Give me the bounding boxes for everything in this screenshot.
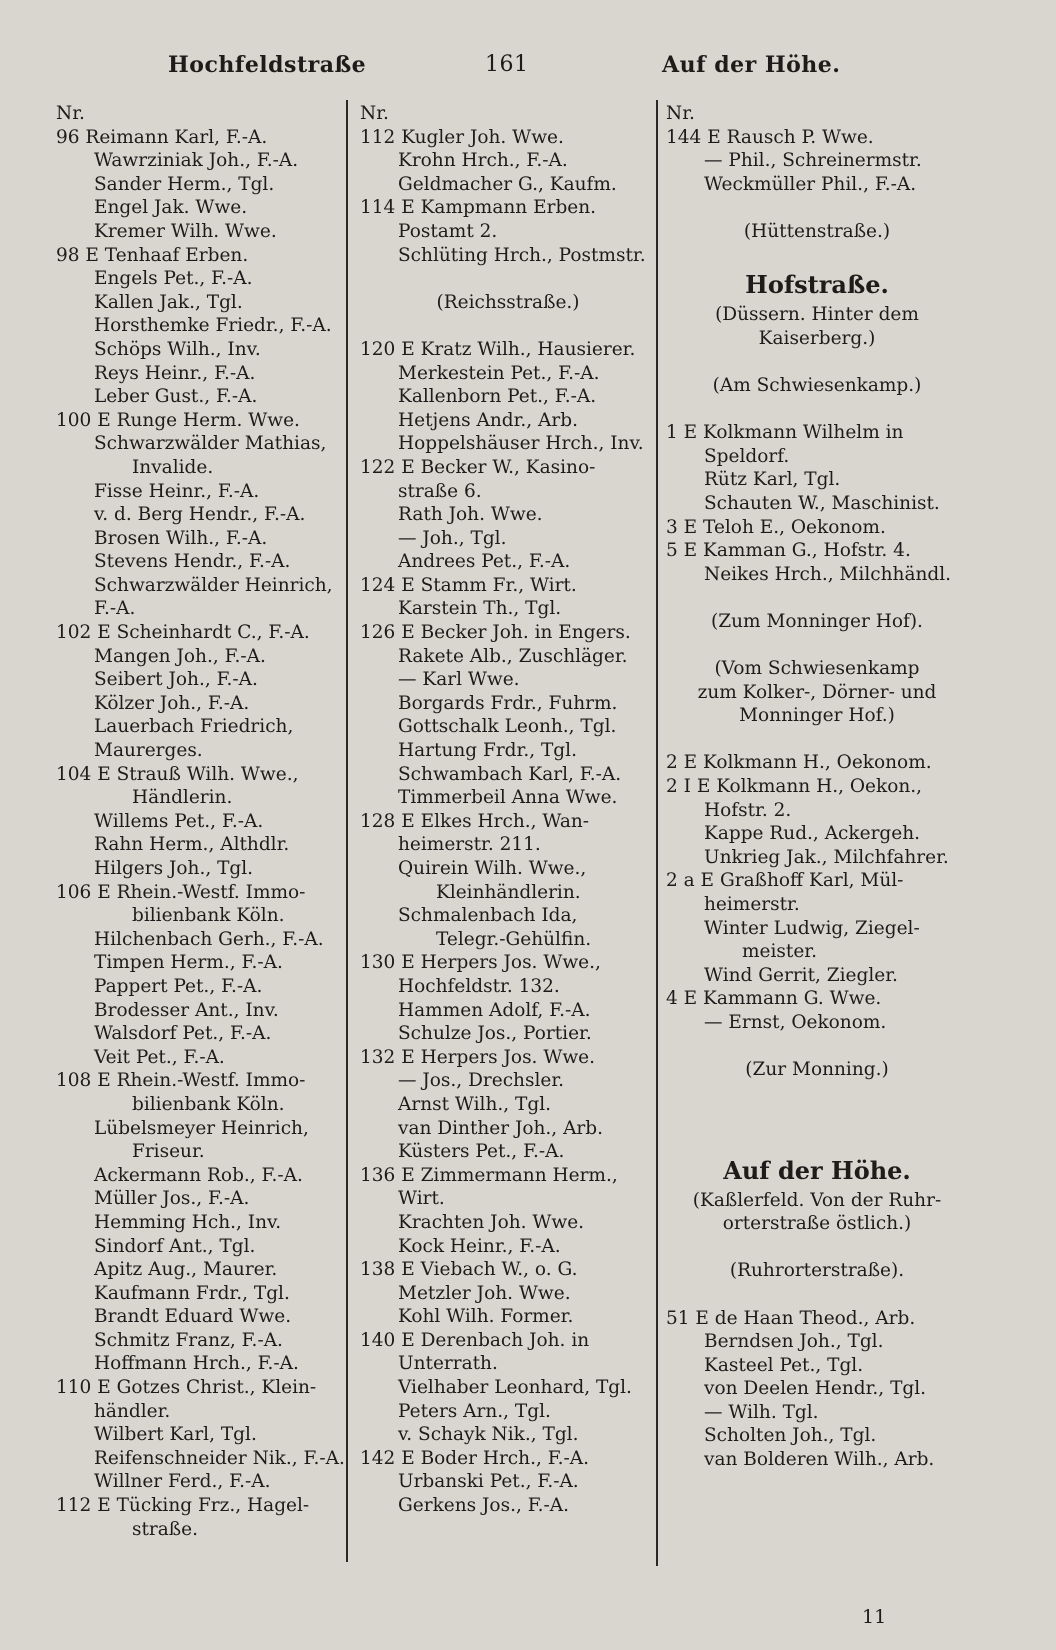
entry-line: Horsthemke Friedr., F.-A. (94, 315, 332, 337)
section-note: (Hüttenstraße.) (743, 220, 891, 242)
entry-line: Willems Pet., F.-A. (94, 810, 264, 832)
running-head-left: Hochfeldstraße (168, 52, 367, 78)
entry-line: 142 E Boder Hrch., F.-A. (360, 1447, 590, 1469)
entry-line: 5 E Kamman G., Hofstr. 4. (666, 540, 911, 562)
street-heading: Hofstraße. (745, 270, 889, 300)
entry-line: Brandt Eduard Wwe. (94, 1306, 292, 1328)
entry-line: Winter Ludwig, Ziegel- (704, 917, 920, 939)
entry-line: 100 E Runge Herm. Wwe. (56, 409, 300, 431)
section-note: (Zum Monninger Hof). (711, 610, 923, 632)
entry-line: 98 E Tenhaaf Erben. (56, 244, 249, 266)
entry-line: Hoffmann Hrch., F.-A. (94, 1353, 299, 1375)
entry-line: Gerkens Jos., F.-A. (398, 1495, 570, 1517)
entry-line: heimerstr. (704, 894, 800, 915)
section-note: (Kaßlerfeld. Von der Ruhr- (692, 1189, 942, 1211)
entry-line: Kasteel Pet., Tgl. (704, 1354, 864, 1376)
entry-line: 3 E Teloh E., Oekonom. (666, 516, 886, 538)
entry-line: 136 E Zimmermann Herm., (360, 1164, 618, 1186)
entry-line: Scholten Joh., Tgl. (704, 1425, 877, 1447)
entry-line: Merkestein Pet., F.-A. (398, 362, 600, 384)
entry-line: — Karl Wwe. (398, 669, 520, 691)
section-note: (Reichsstraße.) (436, 291, 580, 313)
entry-line: Schauten W., Maschinist. (704, 492, 940, 514)
entry-line: Schmalenbach Ida, (398, 905, 578, 927)
entry-line: Maurerges. (94, 740, 203, 762)
entry-line: Kock Heinr., F.-A. (398, 1235, 561, 1257)
entry-line: Walsdorf Pet., F.-A. (94, 1023, 272, 1045)
entry-line: 132 E Herpers Jos. Wwe. (360, 1046, 595, 1068)
column-rule-right (656, 100, 658, 1566)
entry-line: Vielhaber Leonhard, Tgl. (398, 1377, 632, 1399)
entry-line: Geldmacher G., Kaufm. (398, 173, 617, 195)
entry-line: Stevens Hendr., F.-A. (94, 551, 291, 573)
entry-line: 140 E Derenbach Joh. in (360, 1329, 590, 1351)
entry-line: Schulze Jos., Portier. (398, 1023, 592, 1045)
entry-line: Seibert Joh., F.-A. (94, 669, 258, 691)
entry-line: 2 I E Kolkmann H., Oekon., (666, 776, 923, 798)
page-number: 161 (485, 52, 529, 77)
entry-line: Wind Gerrit, Ziegler. (704, 964, 898, 986)
entry-line: Rahn Herm., Althdlr. (94, 834, 290, 856)
entry-line: — Phil., Schreinermstr. (704, 150, 922, 172)
spacer (666, 1082, 968, 1106)
spacer (666, 1236, 968, 1260)
entry-line: Kohl Wilh. Former. (398, 1306, 574, 1328)
entry-line: F.-A. (94, 598, 136, 620)
entry-line: 2 E Kolkmann H., Oekonom. (666, 752, 932, 774)
entry-line: Hartung Frdr., Tgl. (398, 740, 577, 762)
section-note: zum Kolker-, Dörner- und (697, 681, 937, 703)
entry-line: 108 E Rhein.-Westf. Immo- (56, 1070, 306, 1092)
entry-line: Hochfeldstr. 132. (398, 975, 560, 997)
entry-line: Brosen Wilh., F.-A. (94, 527, 268, 549)
entry-line: Müller Jos., F.-A. (94, 1188, 250, 1210)
entry-line: Wawrziniak Joh., F.-A. (94, 150, 299, 172)
entry-line: meister. (742, 941, 817, 963)
entry-line: v. Schayk Nik., Tgl. (398, 1424, 579, 1446)
entry-line: Timpen Herm., F.-A. (94, 952, 283, 974)
entry-line: Reys Heinr., F.-A. (94, 362, 256, 384)
section-note: (Zur Monning.) (745, 1059, 889, 1081)
entry-line: Hammen Adolf, F.-A. (398, 999, 591, 1021)
entry-line: Lübelsmeyer Heinrich, (94, 1117, 309, 1139)
entry-line: Leber Gust., F.-A. (94, 386, 258, 408)
spacer (666, 1105, 968, 1129)
entry-line: 130 E Herpers Jos. Wwe., (360, 952, 601, 974)
entry-line: 144 E Rausch P. Wwe. (666, 126, 874, 148)
entry-line: 112 Kugler Joh. Wwe. (360, 126, 564, 148)
spacer (666, 1035, 968, 1059)
entry-line: 106 E Rhein.-Westf. Immo- (56, 881, 306, 903)
entry-line: Kallenborn Pet., F.-A. (398, 386, 597, 408)
entry-line: Unkrieg Jak., Milchfahrer. (704, 846, 949, 868)
entry-line: händler. (94, 1400, 171, 1422)
section-note: Monninger Hof.) (739, 705, 895, 727)
entry-line: Mangen Joh., F.-A. (94, 645, 266, 667)
entry-line: Nr. (56, 103, 85, 124)
entry-line: v. d. Berg Hendr., F.-A. (94, 504, 306, 526)
entry-line: Urbanski Pet., F.-A. (398, 1471, 579, 1493)
entry-line: — Jos., Drechsler. (398, 1070, 565, 1092)
entry-line: Schöps Wilh., Inv. (94, 338, 261, 360)
entry-line: 128 E Elkes Hrch., Wan- (360, 810, 590, 832)
entry-line: van Dinther Joh., Arb. (398, 1117, 603, 1139)
entry-line: Rakete Alb., Zuschläger. (398, 645, 628, 667)
entry-line: Fisse Heinr., F.-A. (94, 480, 260, 502)
entry-line: Hilchenbach Gerh., F.-A. (94, 928, 324, 950)
entry-line: Hofstr. 2. (704, 799, 792, 821)
entry-line: Gottschalk Leonh., Tgl. (398, 716, 617, 738)
entry-line: 122 E Becker W., Kasino- (360, 456, 596, 478)
entry-line: Invalide. (132, 456, 214, 478)
column-2 (360, 102, 656, 1518)
entry-line: Lauerbach Friedrich, (94, 716, 294, 738)
entry-line: Speldorf. (704, 445, 790, 467)
running-head-right: Auf der Höhe. (662, 52, 841, 78)
entry-line: 114 E Kampmann Erben. (360, 197, 597, 219)
entry-line: Unterrath. (398, 1353, 498, 1375)
section-note: (Vom Schwiesenkamp (714, 658, 920, 680)
entry-line: Pappert Pet., F.-A. (94, 975, 263, 997)
entry-line: Kölzer Joh., F.-A. (94, 692, 250, 714)
entry-line: Arnst Wilh., Tgl. (398, 1093, 551, 1115)
entry-line: Engel Jak. Wwe. (94, 197, 248, 219)
entry-line: Krohn Hrch., F.-A. (398, 150, 568, 172)
entry-line: von Deelen Hendr., Tgl. (704, 1378, 927, 1400)
entry-line: 124 E Stamm Fr., Wirt. (360, 574, 577, 596)
entry-line: Schwarzwälder Heinrich, (94, 574, 333, 596)
entry-line: Rütz Karl, Tgl. (704, 469, 841, 491)
entry-line: Nr. (666, 103, 695, 124)
entry-line: Kleinhändlerin. (436, 881, 581, 903)
section-note: (Ruhrorterstraße). (729, 1260, 905, 1282)
entry-line: heimerstr. 211. (398, 834, 541, 856)
entry-line: Schmitz Franz, F.-A. (94, 1329, 283, 1351)
section-note: (Am Schwiesenkamp.) (712, 374, 922, 396)
entry-line: 138 E Viebach W., o. G. (360, 1259, 578, 1281)
entry-line: — Wilh. Tgl. (704, 1401, 819, 1423)
entry-line: 126 E Becker Joh. in Engers. (360, 622, 631, 644)
spacer (666, 1283, 968, 1307)
entry-line: Schwarzwälder Mathias, (94, 433, 327, 455)
street-heading: Auf der Höhe. (723, 1155, 911, 1185)
entry-line: 1 E Kolkmann Wilhelm in (666, 422, 904, 444)
entry-line: Metzler Joh. Wwe. (398, 1282, 571, 1304)
entry-line: Hoppelshäuser Hrch., Inv. (398, 433, 644, 455)
entry-line: Kremer Wilh. Wwe. (94, 220, 277, 242)
entry-line: 112 E Tücking Frz., Hagel- (56, 1495, 310, 1517)
entry-line: Schlüting Hrch., Postmstr. (398, 244, 646, 266)
spacer (666, 633, 968, 657)
spacer (666, 586, 968, 610)
entry-line: 102 E Scheinhardt C., F.-A. (56, 622, 310, 644)
entry-line: straße. (132, 1518, 198, 1540)
spacer (666, 196, 968, 220)
spacer (666, 398, 968, 422)
entry-line: Willner Ferd., F.-A. (94, 1471, 271, 1493)
spacer (666, 244, 968, 268)
entry-line: Karstein Th., Tgl. (398, 598, 562, 620)
entry-line: Kappe Rud., Ackergeh. (704, 823, 921, 845)
entry-line: Krachten Joh. Wwe. (398, 1211, 585, 1233)
entry-line: 110 E Gotzes Christ., Klein- (56, 1377, 317, 1399)
entry-line: Hemming Hch., Inv. (94, 1211, 282, 1233)
entry-line: Kaufmann Frdr., Tgl. (94, 1282, 290, 1304)
sheet-signature: 11 (862, 1606, 887, 1628)
entry-line: Borgards Frdr., Fuhrm. (398, 692, 618, 714)
entry-line: Neikes Hrch., Milchhändl. (704, 563, 952, 585)
entry-line: Brodesser Ant., Inv. (94, 999, 279, 1021)
entry-line: Händlerin. (132, 787, 233, 809)
spacer (360, 314, 656, 338)
entry-line: Timmerbeil Anna Wwe. (398, 787, 618, 809)
entry-line: Postamt 2. (398, 220, 498, 242)
section-note: (Düssern. Hinter dem (715, 304, 919, 326)
entry-line: Andrees Pet., F.-A. (398, 551, 571, 573)
entry-line: bilienbank Köln. (132, 905, 285, 927)
spacer (666, 728, 968, 752)
entry-line: Rath Joh. Wwe. (398, 504, 543, 526)
entry-line: Reifenschneider Nik., F.-A. (94, 1447, 345, 1469)
entry-line: 104 E Strauß Wilh. Wwe., (56, 763, 299, 785)
entry-line: — Ernst, Oekonom. (704, 1011, 887, 1033)
column-1 (56, 102, 348, 1541)
entry-line: Engels Pet., F.-A. (94, 268, 253, 290)
entry-line: Küsters Pet., F.-A. (398, 1141, 565, 1163)
entry-line: — Joh., Tgl. (398, 527, 507, 549)
spacer (360, 267, 656, 291)
entry-line: 96 Reimann Karl, F.-A. (56, 126, 268, 148)
entry-line: Schwambach Karl, F.-A. (398, 763, 622, 785)
entry-line: Weckmüller Phil., F.-A. (704, 173, 917, 195)
entry-line: 4 E Kammann G. Wwe. (666, 988, 882, 1010)
entry-line: Sander Herm., Tgl. (94, 173, 275, 195)
entry-line: Sindorf Ant., Tgl. (94, 1235, 256, 1257)
entry-line: Hilgers Joh., Tgl. (94, 858, 254, 879)
column-3 (666, 102, 968, 1472)
entry-line: Apitz Aug., Maurer. (94, 1259, 278, 1281)
entry-line: Peters Arn., Tgl. (398, 1400, 551, 1422)
entry-line: Telegr.-Gehülfin. (436, 928, 592, 950)
entry-line: Berndsen Joh., Tgl. (704, 1331, 884, 1353)
section-note: Kaiserberg.) (758, 327, 876, 349)
entry-line: Hetjens Andr., Arb. (398, 409, 578, 431)
entry-line: Veit Pet., F.-A. (94, 1046, 225, 1068)
entry-line: Quirein Wilh. Wwe., (398, 858, 587, 879)
section-note: orterstraße östlich.) (722, 1213, 912, 1235)
entry-line: 120 E Kratz Wilh., Hausierer. (360, 338, 636, 360)
entry-line: Friseur. (132, 1141, 205, 1163)
entry-line: straße 6. (398, 480, 482, 502)
entry-line: 2 a E Graßhoff Karl, Mül- (666, 870, 904, 892)
entry-line: van Bolderen Wilh., Arb. (704, 1449, 935, 1471)
entry-line: Kallen Jak., Tgl. (94, 291, 243, 313)
spacer (666, 1129, 968, 1153)
entry-line: 51 E de Haan Theod., Arb. (666, 1307, 916, 1329)
entry-line: bilienbank Köln. (132, 1093, 285, 1115)
entry-line: Wirt. (398, 1188, 445, 1210)
entry-line: Nr. (360, 103, 389, 124)
spacer (666, 350, 968, 374)
entry-line: Wilbert Karl, Tgl. (94, 1424, 257, 1446)
entry-line: Ackermann Rob., F.-A. (94, 1164, 303, 1186)
